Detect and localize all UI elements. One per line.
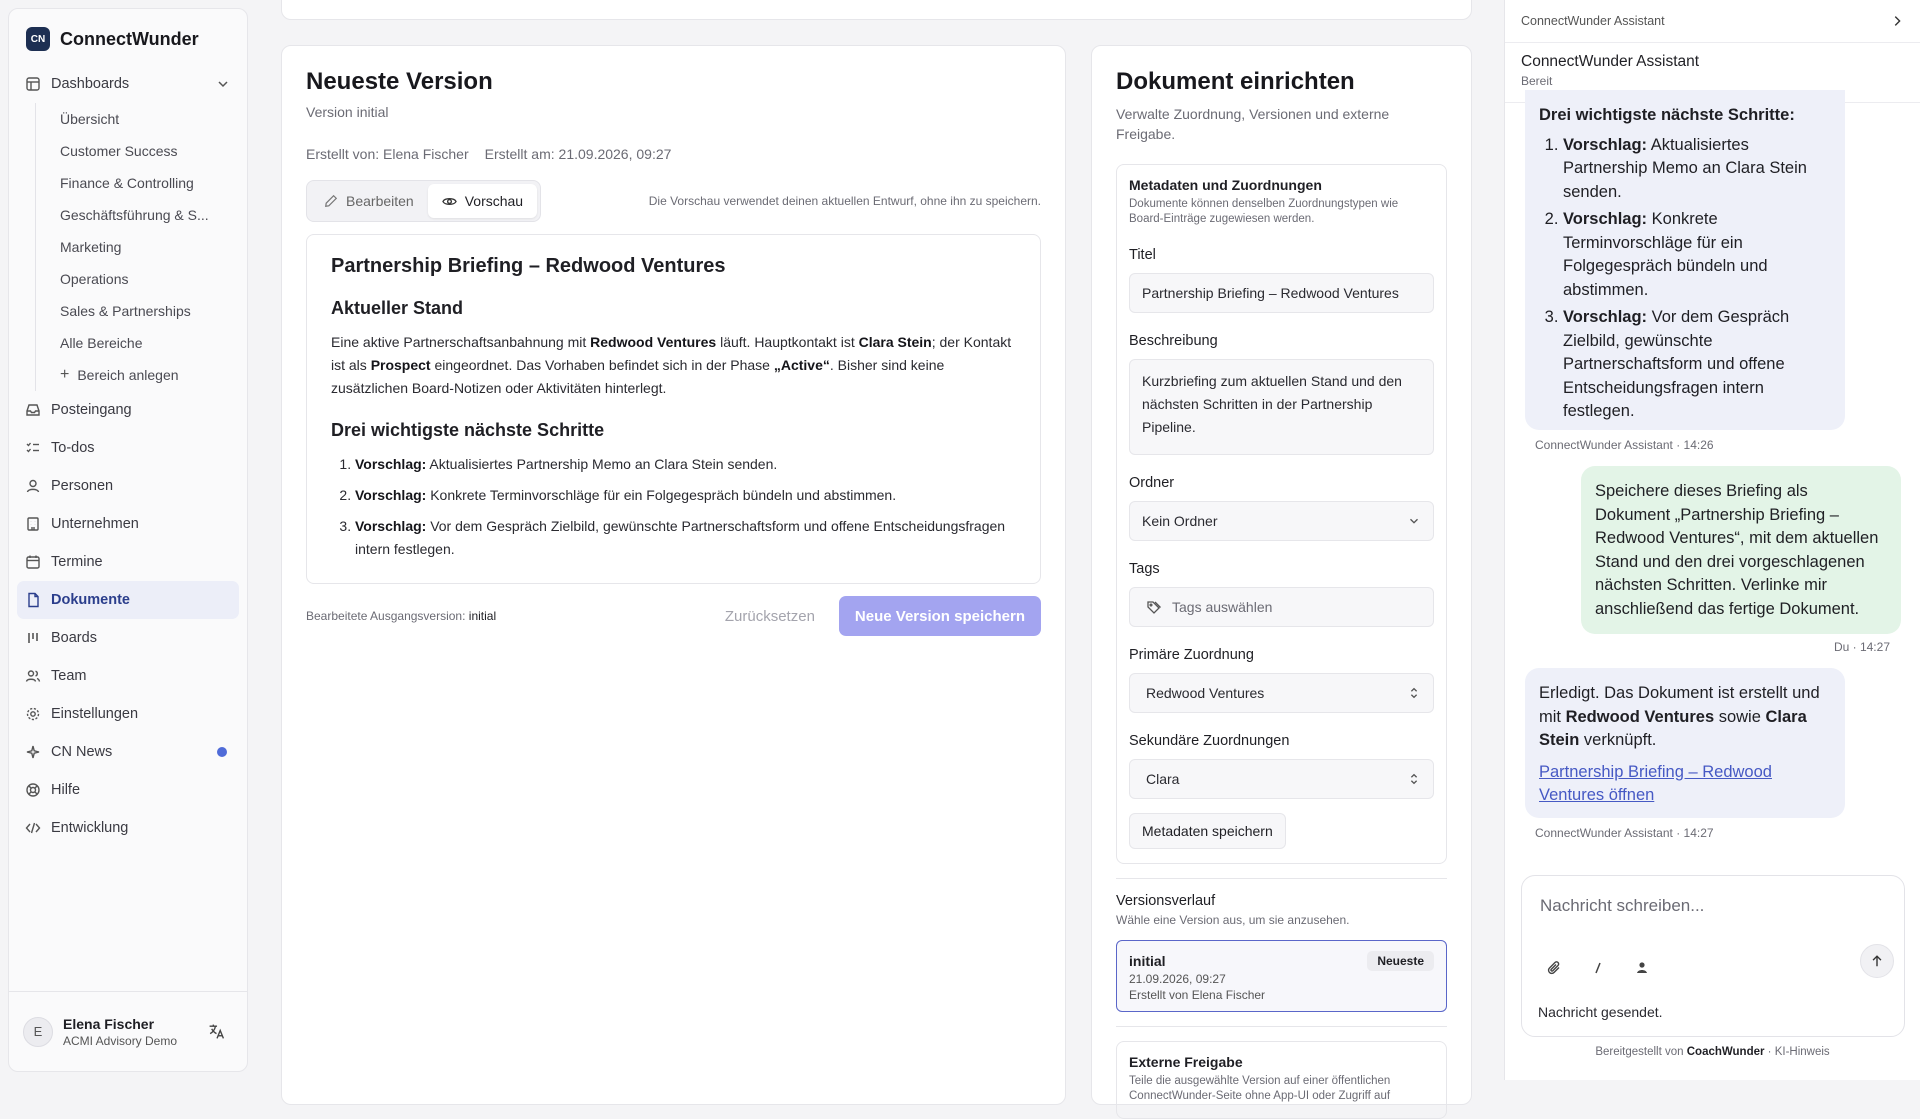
text-run: . Bisher sind keine zusätzlichen Board-Notizen oder Aktivitäten hinterlegt.: [331, 357, 945, 396]
nav-label: Team: [51, 668, 87, 684]
text-run: sowie: [1714, 707, 1766, 726]
base-version-label: Bearbeitete Ausgangsversion:: [306, 609, 469, 623]
description-label: Beschreibung: [1129, 333, 1218, 349]
text-run: ; der Kontakt ist als: [331, 334, 1012, 373]
ai-hint-link[interactable]: · KI-Hinweis: [1764, 1046, 1830, 1058]
document-setup-panel: [1091, 45, 1472, 1105]
footer-brand-link[interactable]: CoachWunder: [1686, 1046, 1765, 1058]
layout-icon: [25, 76, 41, 92]
tab-edit-label: Bearbeiten: [346, 193, 414, 209]
add-area-button[interactable]: [44, 359, 239, 391]
text-bold: „Active“: [773, 357, 830, 373]
composer-tools: [1546, 960, 1650, 976]
document-link[interactable]: Partnership Briefing – Redwood Ventures öffnen: [1539, 762, 1772, 804]
text-bold: Prospect: [370, 357, 431, 373]
user-icon: [25, 478, 41, 494]
version-subtitle: Version initial: [306, 104, 389, 120]
main-nav: [9, 61, 247, 851]
tags-label: Tags: [1129, 561, 1160, 577]
secondary-value: Clara: [1146, 771, 1180, 787]
message-heading: Drei wichtigste nächste Schritte:: [1539, 106, 1795, 124]
history-subtitle: Wähle eine Version aus, um sie anzusehen.: [1116, 913, 1350, 927]
tag-icon: [1146, 599, 1162, 615]
text-run: Vor dem Gespräch Zielbild, gewünschte Partnerschaftsform und offene Entscheidungsfragen intern festlegen.: [355, 518, 1006, 557]
nav-label: Entwicklung: [51, 820, 129, 836]
footer-text: Bereitgestellt von: [1595, 1046, 1687, 1058]
nav-label: Termine: [51, 554, 103, 570]
nav-entwicklung[interactable]: [17, 809, 239, 847]
assistant-footer: [1505, 1046, 1920, 1058]
chevron-up-down-icon: [1407, 772, 1421, 786]
code-icon: [25, 820, 41, 836]
paperclip-icon[interactable]: [1546, 960, 1562, 976]
user-message: Speichere dieses Briefing als Dokument „Partnership Briefing – Redwood Ventures“, mit dem aktuellen Stand und den drei vorgeschlagenen nächsten Schritten. Verlinke mir anschließend das fertige Dokument.: [1581, 466, 1901, 634]
setup-subtitle: Verwalte Zuordnung, Versionen und externe Freigabe.: [1116, 106, 1390, 142]
text-run: Konkrete Terminvorschläge für ein Folgegespräch bündeln und abstimmen.: [426, 487, 897, 503]
primary-label: Primäre Zuordnung: [1129, 647, 1254, 663]
sent-status: Nachricht gesendet.: [1538, 1004, 1663, 1020]
user-menu[interactable]: [9, 991, 247, 1071]
users-icon: [25, 668, 41, 684]
base-version: [306, 609, 496, 623]
divider: [1116, 878, 1447, 879]
brand-logo: CN: [26, 27, 50, 51]
arrow-up-icon: [1870, 954, 1884, 968]
nav-label: Dokumente: [51, 592, 130, 608]
share-title: Externe Freigabe: [1129, 1054, 1243, 1070]
assistant-topbar: [1505, 0, 1920, 43]
nav-dashboards-label: Dashboards: [51, 76, 130, 92]
nav-dokumente[interactable]: [17, 581, 239, 619]
nav-label: Posteingang: [51, 402, 132, 418]
calendar-icon: [25, 554, 41, 570]
nav-label: Personen: [51, 478, 114, 494]
file-icon: [25, 592, 41, 608]
nav-label: Einstellungen: [51, 706, 139, 722]
message-input[interactable]: Nachricht schreiben...: [1540, 896, 1705, 915]
slash-command-icon[interactable]: [1590, 960, 1606, 976]
text-bold: Vorschlag:: [1563, 308, 1648, 326]
text-run: Aktualisiertes Partnership Memo an Clara Stein senden.: [426, 456, 778, 472]
external-share-box: [1116, 1041, 1447, 1119]
subnav-item[interactable]: Übersicht: [60, 111, 120, 127]
send-button[interactable]: [1860, 944, 1894, 978]
eye-icon: [442, 194, 457, 209]
subnav-item[interactable]: Marketing: [60, 239, 122, 255]
version-name: initial: [1129, 953, 1166, 969]
nav-hilfe[interactable]: [17, 771, 239, 809]
text-bold: Clara Stein: [858, 334, 932, 350]
kanban-icon: [25, 630, 41, 646]
base-version-value: initial: [468, 609, 497, 623]
list-item: [355, 484, 1016, 507]
text-bold: Vorschlag:: [355, 456, 427, 472]
description-textarea[interactable]: Kurzbriefing zum aktuellen Stand und den nächsten Schritten in der Partnership Pipeline.: [1129, 359, 1434, 455]
building-icon: [25, 516, 41, 532]
divider: [1116, 1026, 1447, 1027]
message-meta: ConnectWunder Assistant · 14:27: [1535, 826, 1714, 840]
doc-section-heading: Drei wichtigste nächste Schritte: [331, 420, 605, 440]
text-bold: Redwood Ventures: [590, 334, 717, 350]
avatar: E: [23, 1017, 53, 1047]
sparkle-icon: [25, 744, 41, 760]
mode-toggle: [306, 180, 541, 222]
list-item: [1563, 306, 1831, 424]
latest-badge: Neueste: [1367, 951, 1434, 971]
folder-select[interactable]: [1129, 501, 1434, 541]
list-item: [1563, 134, 1831, 205]
dashboards-subnav: [35, 103, 239, 391]
user-org: ACMI Advisory Demo: [63, 1033, 178, 1048]
nav-dashboards[interactable]: [17, 65, 239, 103]
text-run: Konkrete Terminvorschläge für ein Folgegespräch bündeln und abstimmen.: [1563, 210, 1768, 299]
subnav-item[interactable]: Finance & Controlling: [60, 175, 194, 191]
nav-personen[interactable]: [17, 467, 239, 505]
inbox-icon: [25, 402, 41, 418]
version-author: Erstellt von Elena Fischer: [1129, 988, 1266, 1002]
message-meta: Du · 14:27: [1833, 640, 1890, 654]
translate-icon[interactable]: [208, 1023, 225, 1040]
subnav-item[interactable]: Geschäftsführung & S...: [60, 207, 209, 223]
tags-placeholder: Tags auswählen: [1172, 599, 1273, 615]
tab-preview[interactable]: [428, 184, 537, 218]
list-check-icon: [25, 440, 41, 456]
assistant-title: ConnectWunder Assistant: [1521, 53, 1700, 70]
chevron-down-icon[interactable]: [215, 76, 231, 92]
subnav-item[interactable]: Sales & Partnerships: [60, 303, 191, 319]
text-run: eingeordnet. Das Vorhaben befindet sich in der Phase: [430, 357, 774, 373]
metadata-title: Metadaten und Zuordnungen: [1129, 177, 1322, 193]
share-subtitle: Teile die ausgewählte Version auf einer öffentlichen ConnectWunder-Seite ohne App-UI oder Zugriff auf: [1129, 1075, 1391, 1102]
chevron-up-down-icon: [1407, 686, 1421, 700]
nav-cn-news[interactable]: [17, 733, 239, 771]
message-composer: [1521, 875, 1905, 1037]
subnav-item[interactable]: Customer Success: [60, 143, 178, 159]
assistant-message: [1525, 90, 1845, 430]
text-bold: Redwood Ventures: [1565, 707, 1715, 726]
metadata-box: [1116, 164, 1447, 864]
setup-title: Dokument einrichten: [1116, 68, 1355, 95]
version-date: 21.09.2026, 09:27: [1129, 972, 1226, 986]
nav-unternehmen[interactable]: [17, 505, 239, 543]
doc-title: Partnership Briefing – Redwood Ventures: [331, 255, 726, 277]
nav-label: Hilfe: [51, 782, 81, 798]
nav-label: Unternehmen: [51, 516, 139, 532]
folder-label: Ordner: [1129, 475, 1175, 491]
text-run: Vor dem Gespräch Zielbild, gewünschte Partnerschaftsform und offene Entscheidungsfragen intern festlegen.: [1563, 308, 1790, 420]
nav-team[interactable]: [17, 657, 239, 695]
gear-icon: [25, 706, 41, 722]
brand[interactable]: [9, 9, 247, 61]
lifebuoy-icon: [25, 782, 41, 798]
nav-label: CN News: [51, 744, 113, 760]
subnav-item[interactable]: Alle Bereiche: [60, 335, 143, 351]
message-meta: ConnectWunder Assistant · 14:26: [1535, 438, 1714, 452]
text-bold: Clara Stein: [1539, 707, 1807, 749]
page-title: Neueste Version: [306, 68, 493, 95]
list-item: [355, 453, 1016, 476]
title-input[interactable]: Partnership Briefing – Redwood Ventures: [1129, 273, 1434, 313]
subnav-item[interactable]: Operations: [60, 271, 129, 287]
text-run: Eine aktive Partnerschaftsanbahnung mit: [331, 334, 591, 350]
text-bold: Vorschlag:: [1563, 135, 1648, 154]
text-run: Aktualisiertes Partnership Memo an Clara Stein senden.: [1563, 135, 1807, 201]
message-list: [1505, 104, 1920, 860]
version-panel: [281, 45, 1066, 1105]
assistant-panel: [1504, 0, 1920, 1080]
mode-row: [306, 180, 1041, 222]
history-title: Versionsverlauf: [1116, 893, 1216, 909]
secondary-label: Sekundäre Zuordnungen: [1129, 733, 1290, 749]
assistant-top-label: ConnectWunder Assistant: [1521, 14, 1665, 28]
primary-value: Redwood Ventures: [1146, 685, 1265, 701]
secondary-assignment-select[interactable]: [1129, 759, 1434, 799]
nav-todos[interactable]: [17, 429, 239, 467]
tags-select[interactable]: [1129, 587, 1434, 627]
nav-einstellungen[interactable]: [17, 695, 239, 733]
list-item: [1563, 208, 1831, 302]
reset-button[interactable]: Zurücksetzen: [724, 607, 815, 625]
save-metadata-button[interactable]: Metadaten speichern: [1129, 813, 1286, 849]
assistant-status: Bereit: [1521, 74, 1553, 88]
version-meta: [306, 146, 1041, 162]
text-bold: Vorschlag:: [355, 518, 427, 534]
created-by: Erstellt von: Elena Fischer: [306, 146, 469, 162]
nav-label: Boards: [51, 630, 97, 646]
chevron-right-icon[interactable]: [1890, 14, 1904, 28]
text-run: Erledigt. Das Dokument ist erstellt und mit: [1539, 684, 1820, 726]
metadata-subtitle: Dokumente können denselben Zuordnungstypen wie Board-Einträge zugewiesen werden.: [1129, 198, 1399, 225]
nav-boards[interactable]: [17, 619, 239, 657]
doc-steps-list: [331, 453, 1016, 561]
top-bar: [281, 0, 1472, 20]
news-indicator-dot: [217, 747, 227, 757]
save-version-button[interactable]: Neue Version speichern: [839, 596, 1041, 636]
list-item: [355, 515, 1016, 561]
nav-posteingang[interactable]: [17, 391, 239, 429]
plus-icon: +: [60, 366, 70, 383]
primary-assignment-select[interactable]: [1129, 673, 1434, 713]
sidebar: [8, 8, 248, 1072]
text-bold: Vorschlag:: [1563, 210, 1648, 228]
title-label: Titel: [1129, 247, 1156, 263]
tab-edit[interactable]: [310, 184, 428, 218]
chevron-down-icon: [1407, 514, 1421, 528]
version-actions: [306, 596, 1041, 636]
assistant-message: [1525, 668, 1845, 818]
agent-icon[interactable]: [1634, 960, 1650, 976]
version-item[interactable]: [1116, 940, 1447, 1012]
tab-preview-label: Vorschau: [464, 193, 524, 209]
add-area-label: Bereich anlegen: [77, 367, 179, 383]
created-at: Erstellt am: 21.09.2026, 09:27: [484, 146, 672, 162]
brand-name: ConnectWunder: [60, 28, 199, 49]
folder-value: Kein Ordner: [1142, 513, 1218, 529]
doc-paragraph: [331, 331, 1016, 400]
message-steps: [1539, 134, 1831, 424]
text-run: verknüpft.: [1579, 731, 1657, 749]
pencil-icon: [324, 194, 338, 208]
nav-label: To-dos: [51, 440, 95, 456]
nav-termine[interactable]: [17, 543, 239, 581]
doc-section-heading: Aktueller Stand: [331, 298, 464, 318]
preview-hint: Die Vorschau verwendet deinen aktuellen Entwurf, ohne ihn zu speichern.: [648, 194, 1041, 208]
document-preview: [306, 234, 1041, 584]
text-bold: Vorschlag:: [355, 487, 427, 503]
text-run: läuft. Hauptkontakt ist: [716, 334, 859, 350]
user-name: Elena Fischer: [63, 1015, 155, 1032]
